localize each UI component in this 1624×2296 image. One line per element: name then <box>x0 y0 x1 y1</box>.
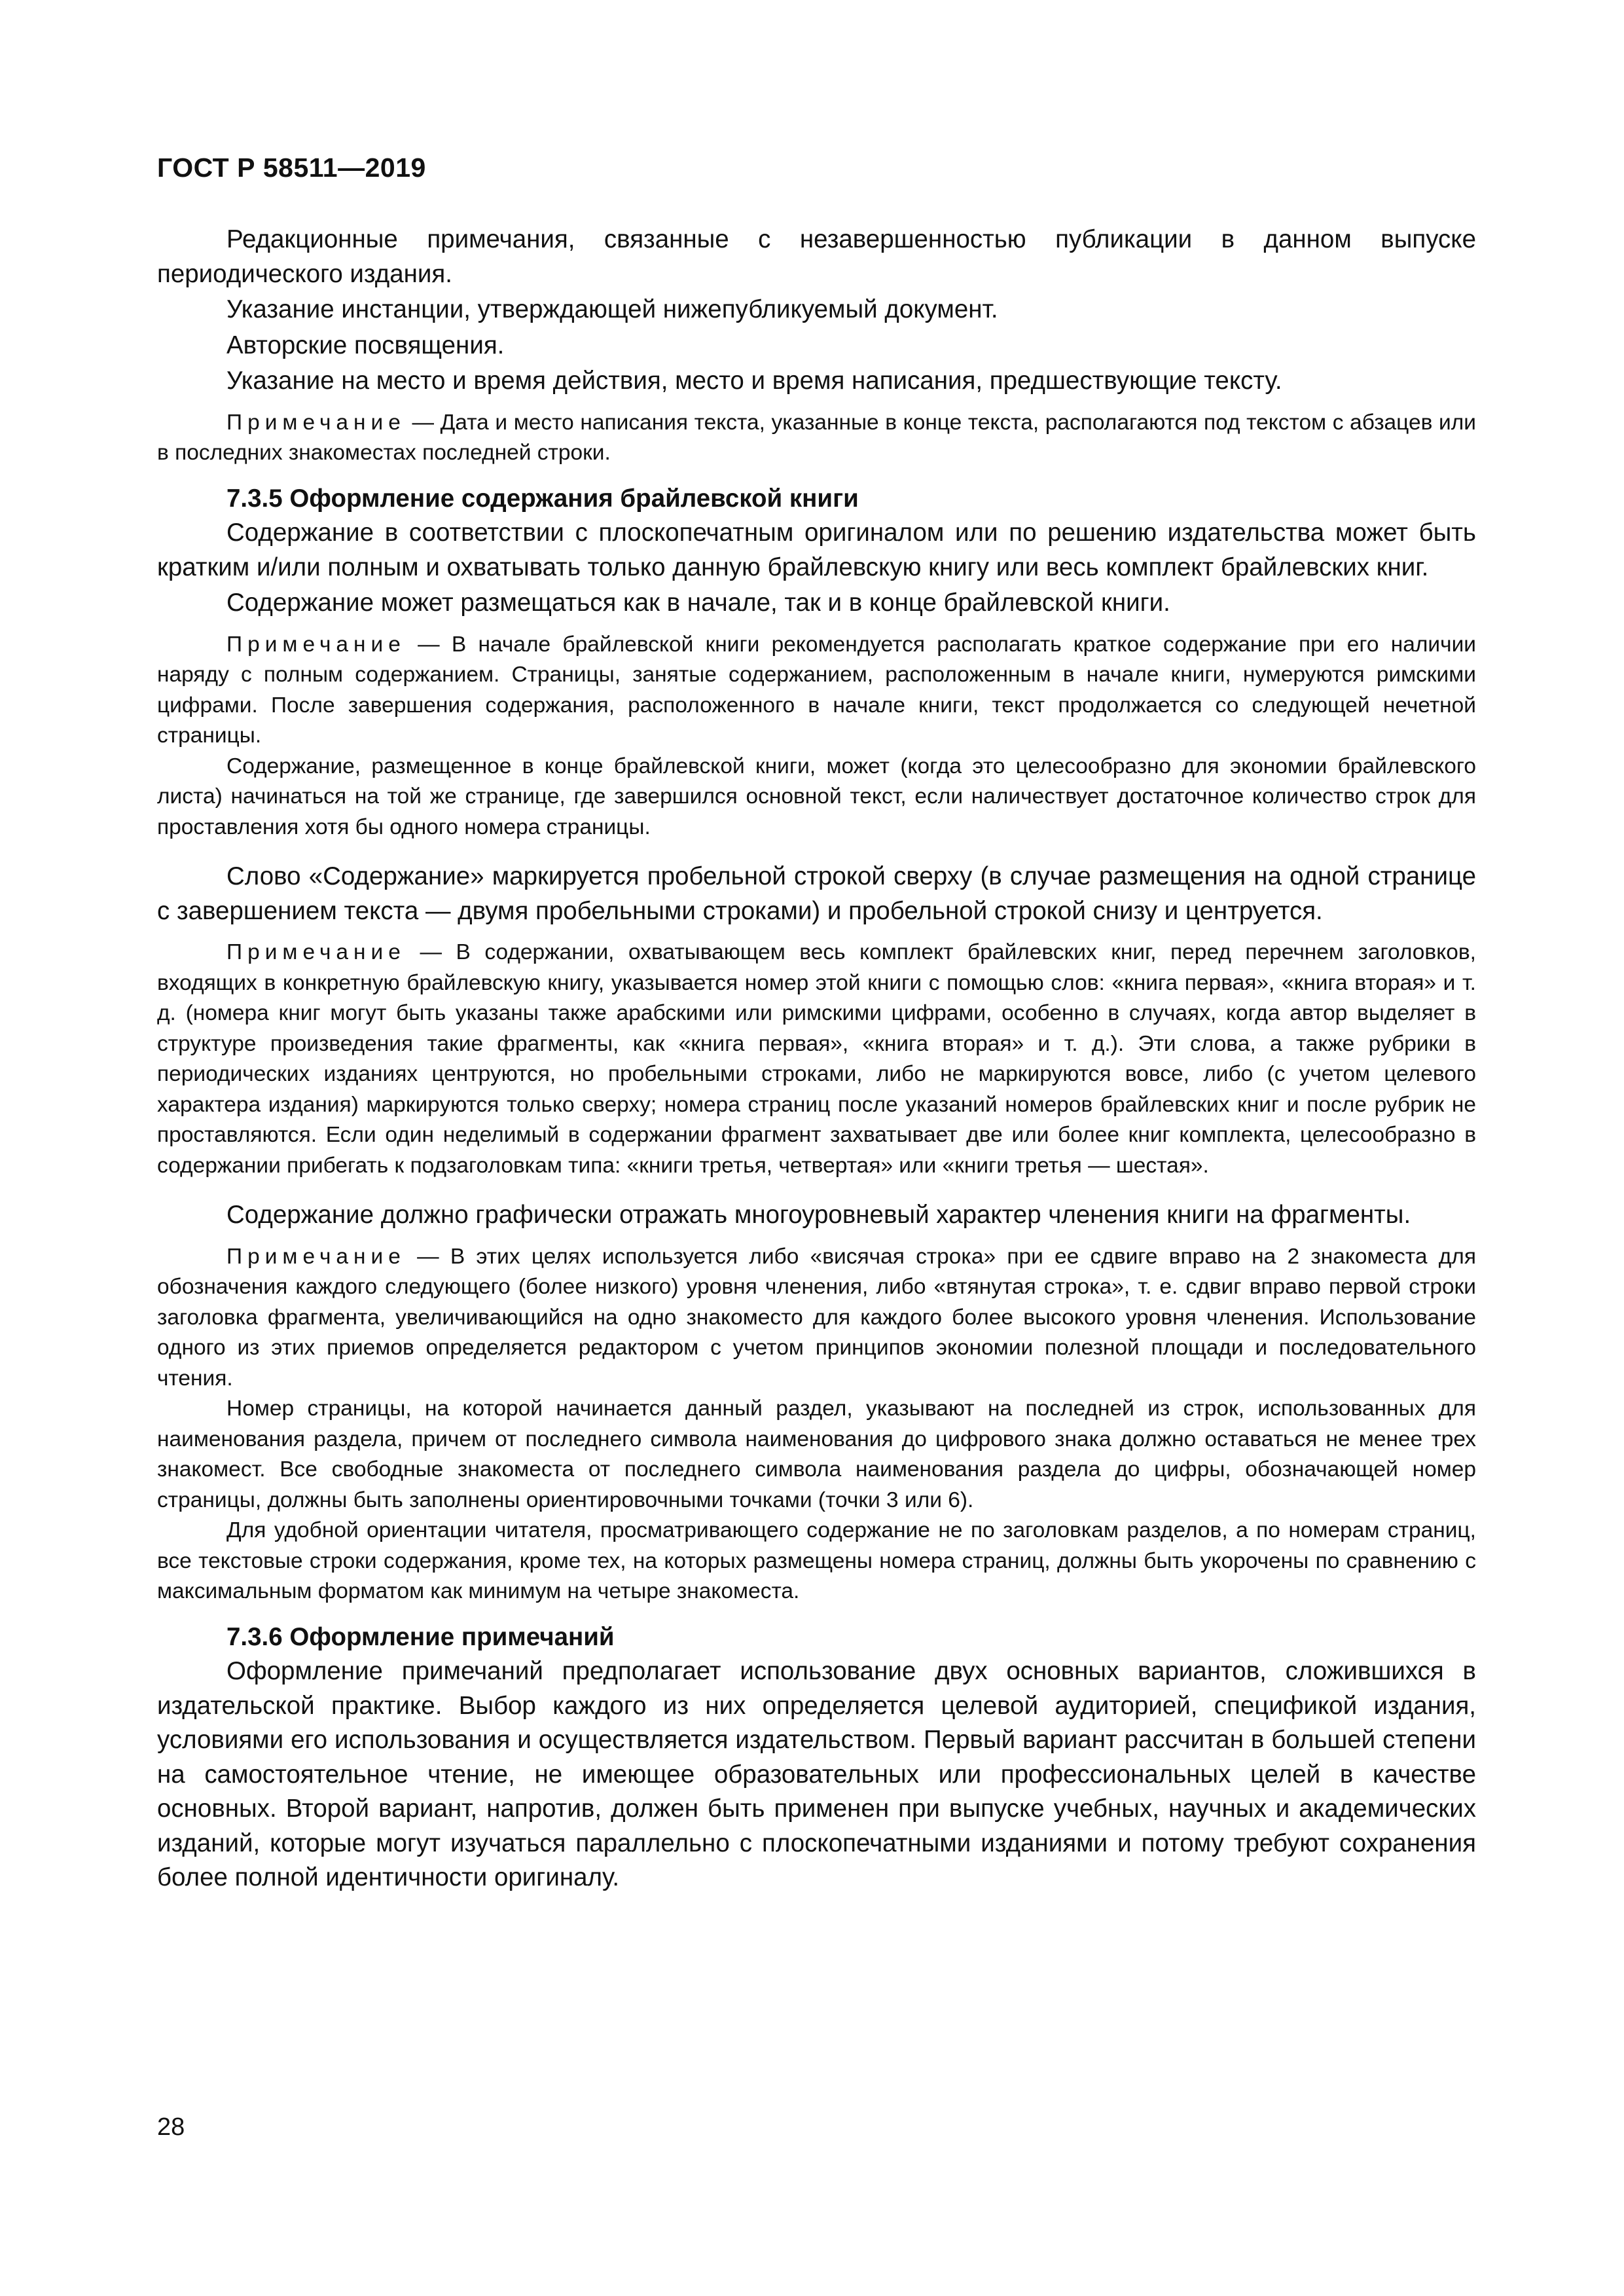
note <box>157 938 1476 1181</box>
paragraph: Оформление примечаний предполагает использование двух основных вариантов, сложившихся в издательской практике. Выбор каждого из них определяется целевой аудиторией, спецификой издания, условиями его использования и осуществляется издательством. Первый вариант рассчитан в большей степени на самостоятельное чтение, не имеющее образовательных или профессиональных целей в качестве основных. Второй вариант, напротив, должен быть применен при выпуске учебных, научных и академических изданий, которые могут изучаться параллельно с плоскопечатными изданиями и потому требуют сохранения более полной идентичности оригиналу. <box>157 1657 1476 1891</box>
section-heading-7-3-6: 7.3.6 Оформление примечаний <box>226 1622 615 1651</box>
paragraph: Содержание должно графически отражать многоуровневый характер членения книги на фрагменты. <box>226 1201 1411 1229</box>
note-text: — В начале брайлевской книги рекомендуется располагать краткое содержание при его наличии наряду с полным содержанием. Страницы, занятые содержанием, расположенным в начале книги, нумеруются римскими цифрами. После завершения содержания, расположенного в начале книги, текст продолжается со следующей нечетной страницы. <box>157 632 1476 748</box>
note <box>157 1242 1476 1394</box>
section-heading-7-3-5: 7.3.5 Оформление содержания брайлевской книги <box>226 484 859 513</box>
note-paragraph: Номер страницы, на которой начинается данный раздел, указывают на последней из строк, использованных для наименования раздела, причем от последнего символа наименования до цифрового знака должно оставаться не менее трех знакомест. Все свободные знакоместа от последнего символа наименования раздела до цифры, обозначающей номер страницы, должны быть заполнены ориентировочными точками (точки 3 или 6). <box>157 1396 1476 1512</box>
note-text: — Дата и место написания текста, указанные в конце текста, располагаются под текстом с абзацев или в последних знакоместах последней строки. <box>157 410 1476 465</box>
note-label: Примечание <box>226 410 406 435</box>
page-number: 28 <box>157 2113 185 2141</box>
paragraph: Содержание в соответствии с плоскопечатным оригиналом или по решению издательства может быть кратким и/или полным и охватывать только данную брайлевскую книгу или весь комплект брайлевских книг. <box>157 519 1476 581</box>
paragraph: Авторские посвящения. <box>226 331 505 359</box>
document-body <box>157 223 1476 1897</box>
paragraph: Слово «Содержание» маркируется пробельной строкой сверху (в случае размещения на одной странице с завершением текста — двумя пробельными строками) и пробельной строкой снизу и центруется. <box>157 862 1476 925</box>
paragraph: Указание инстанции, утверждающей нижепубликуемый документ. <box>226 295 998 323</box>
note-text: — В содержании, охватывающем весь комплект брайлевских книг, перед перечнем заголовков, входящих в конкретную брайлевскую книгу, указывается номер этой книги с помощью слов: «книга первая», «книга вторая» и т. д. (номера книг могут быть указаны также арабскими или римскими цифрами, особенно в случаях, когда автор выделяет в структуре произведения такие фрагменты, как «книга первая», «книга вторая» и т. д.). Эти слова, а также рубрики в периодических изданиях центруются, но пробельными строками, либо не маркируются вовсе, либо (с учетом целевого характера издания) маркируются только сверху; номера страниц после указаний номеров брайлевских книг и после рубрик не проставляются. Если один неделимый в содержании фрагмент захватывает две или более книг комплекта, целесообразно в содержании прибегать к подзаголовкам типа: «книги третья, четвертая» или «книги третья — шестая». <box>157 940 1476 1178</box>
note-paragraph: Содержание, размещенное в конце брайлевской книги, может (когда это целесообразно для экономии брайлевского листа) начинаться на той же странице, где завершился основной текст, если наличествует достаточное количество строк для проставления хотя бы одного номера страницы. <box>157 754 1476 839</box>
note-label: Примечание <box>226 940 406 964</box>
paragraph: Редакционные примечания, связанные с незавершенностью публикации в данном выпуске периодического издания. <box>157 225 1476 288</box>
note-label: Примечание <box>226 1244 406 1269</box>
note-text: — В этих целях используется либо «висячая строка» при ее сдвиге вправо на 2 знакоместа для обозначения каждого следующего (более низкого) уровня членения, либо «втянутая строка», т. е. сдвиг вправо первой строки заголовка фрагмента, увеличивающийся на одно знакоместо для каждого более высокого уровня членения. Использование одного из этих приемов определяется редактором с учетом принципов экономии полезной площади и последовательного чтения. <box>157 1244 1476 1391</box>
note-paragraph: Для удобной ориентации читателя, просматривающего содержание не по заголовкам разделов, а по номерам страниц, все текстовые строки содержания, кроме тех, на которых размещены номера страниц, должны быть укорочены по сравнению с максимальным форматом как минимум на четыре знакоместа. <box>157 1518 1476 1603</box>
document-header: ГОСТ Р 58511—2019 <box>157 153 426 183</box>
note <box>157 408 1476 469</box>
paragraph: Содержание может размещаться как в начале, так и в конце брайлевской книги. <box>226 589 1170 617</box>
note-label: Примечание <box>226 632 406 657</box>
paragraph: Указание на место и время действия, место и время написания, предшествующие тексту. <box>226 367 1282 395</box>
note <box>157 630 1476 752</box>
